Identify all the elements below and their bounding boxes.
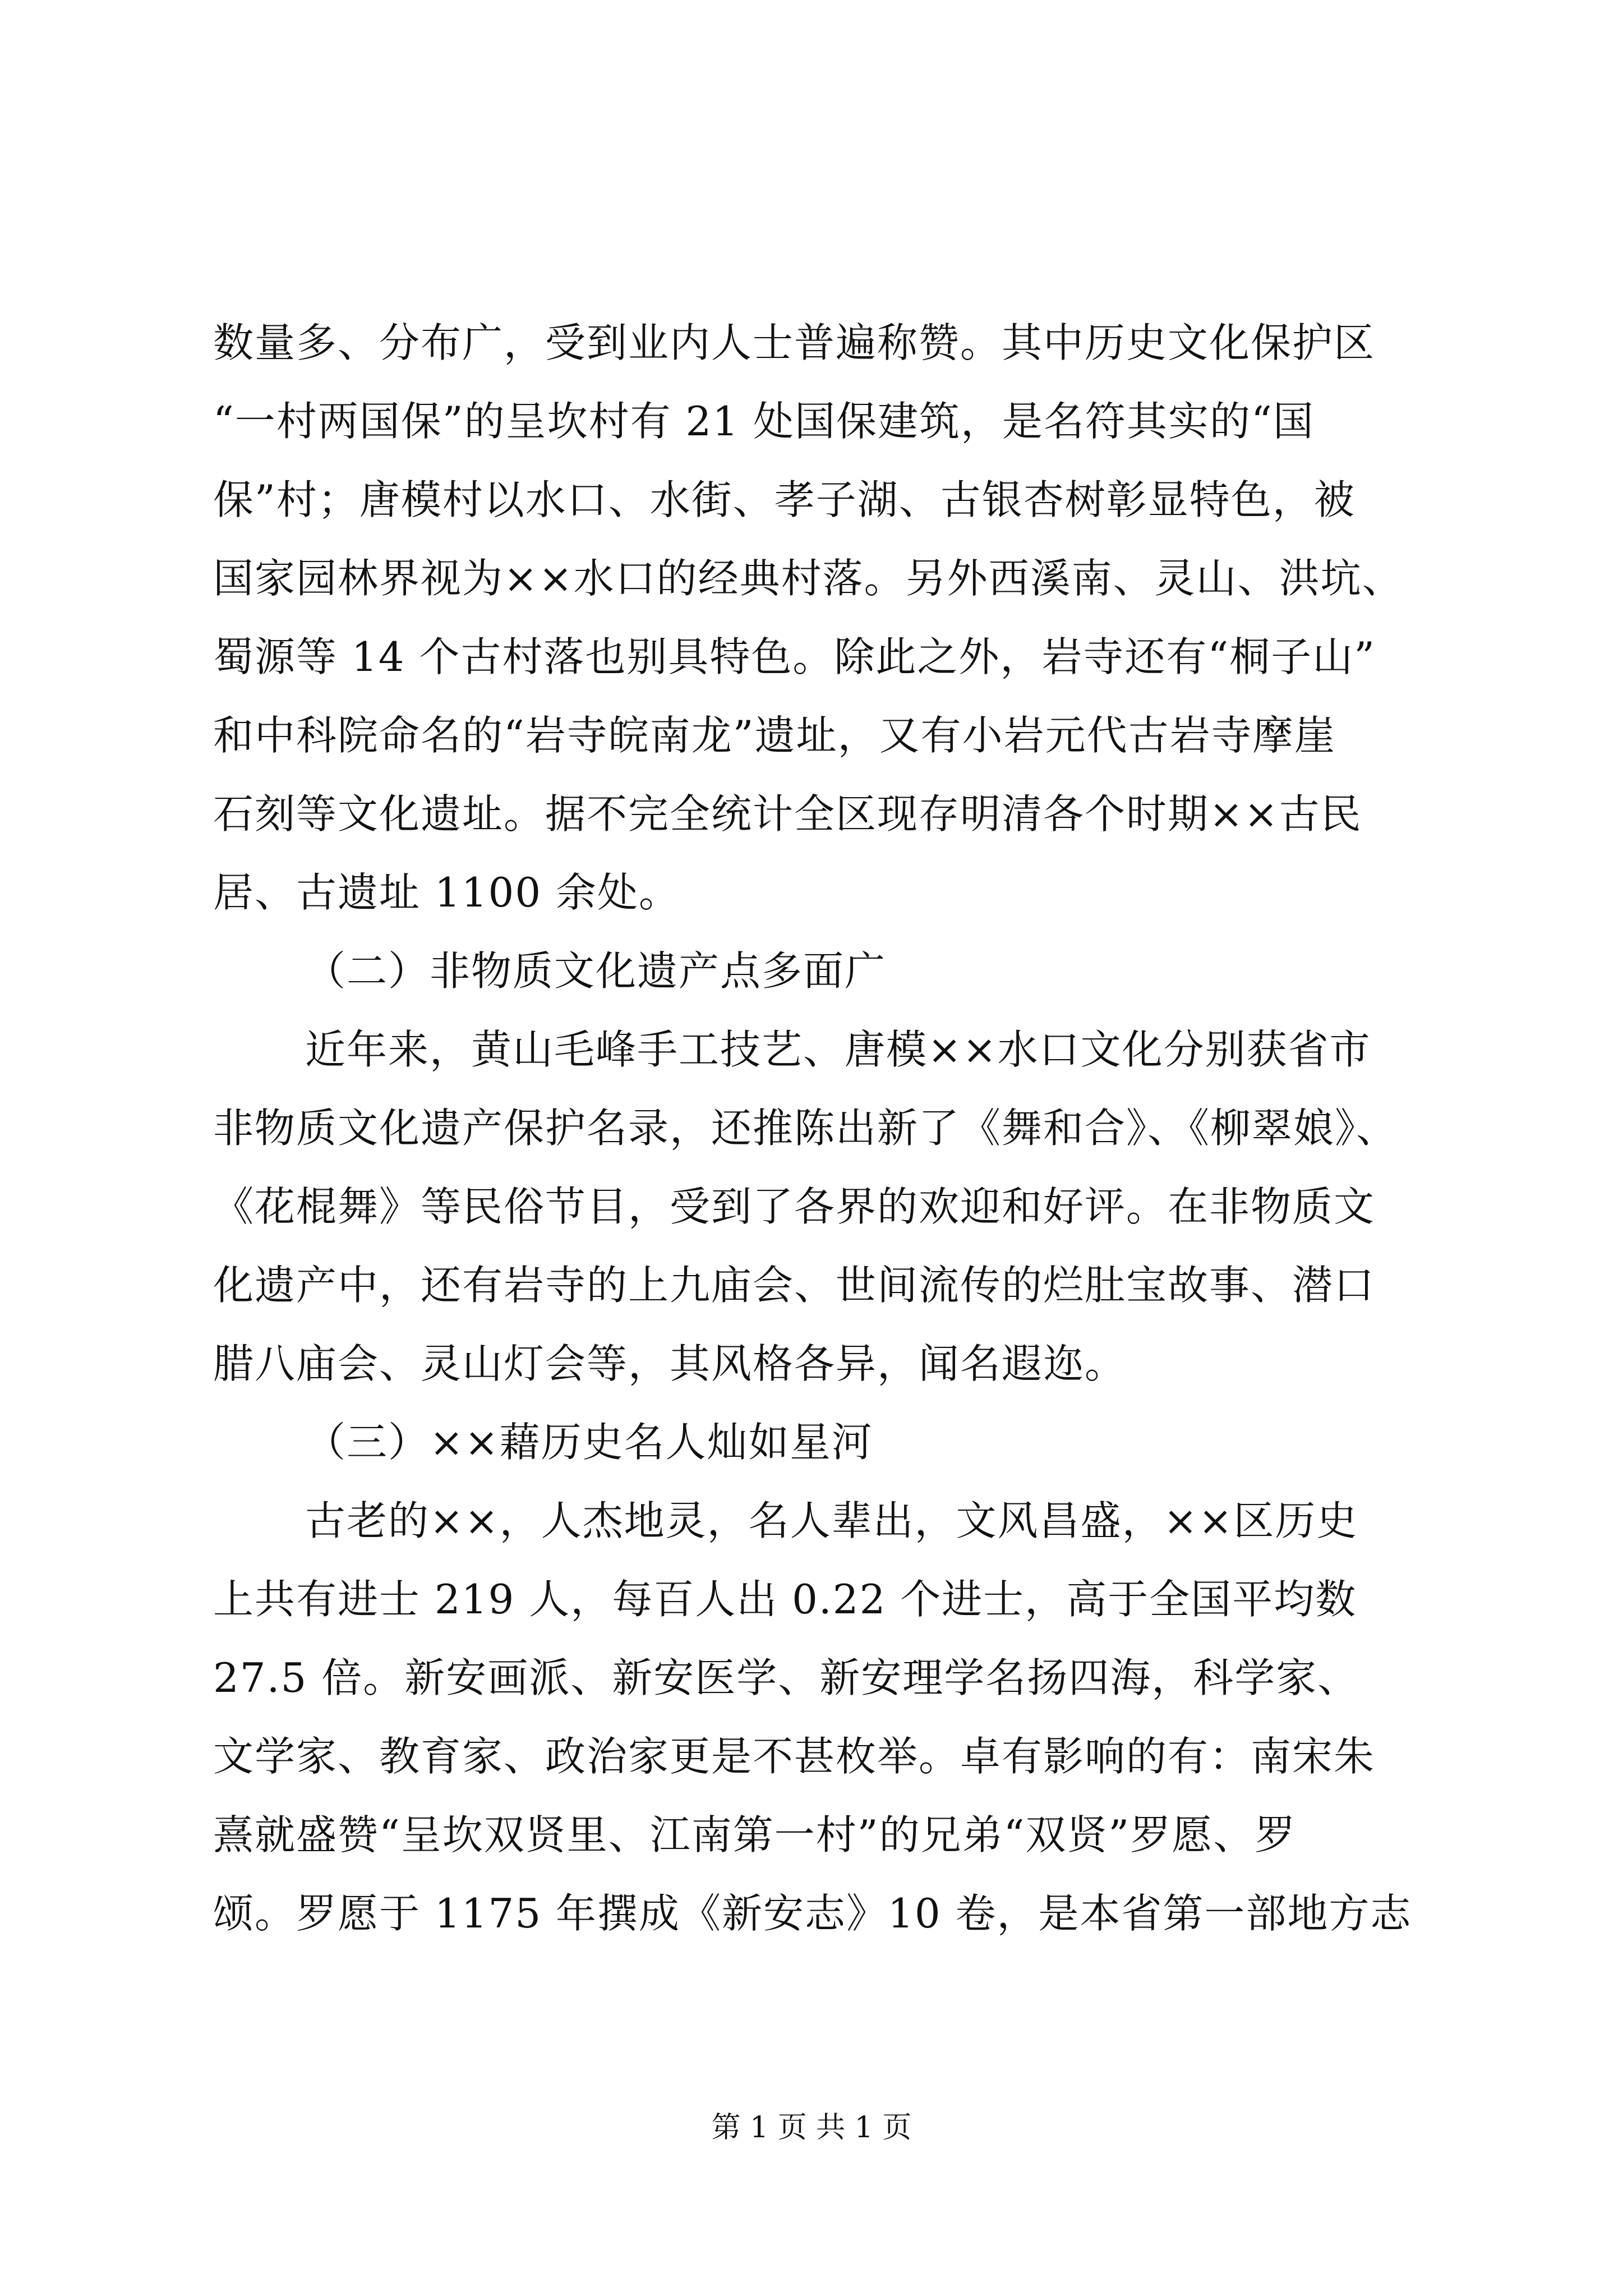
body-text-line: 蜀源等 14 个古村落也别具特色。除此之外，岩寺还有“桐子山” [213,633,1376,680]
body-text-line: 国家园林界视为××水口的经典村落。另外西溪南、灵山、洪坑、 [213,555,1404,602]
body-text-line: 非物质文化遗产保护名录，还推陈出新了《舞和合》、《柳翠娘》、 [213,1105,1398,1152]
body-text-line: 腊八庙会、灵山灯会等，其风格各异，闻名遐迩。 [213,1340,1127,1387]
body-text-line: 颂。罗愿于 1175 年撰成《新安志》10 卷，是本省第一部地方志 [213,1890,1412,1937]
body-text-line: 和中科院命名的“岩寺皖南龙”遗址，又有小岩元代古岩寺摩崖 [213,712,1336,759]
body-text-line: 上共有进士 219 人，每百人出 0.22 个进士，高于全国平均数 [213,1576,1357,1623]
body-text-line: 熹就盛赞“呈坎双贤里、江南第一村”的兄弟“双贤”罗愿、罗 [213,1811,1297,1858]
body-text-line: 保”村；唐模村以水口、水街、孝子湖、古银杏树彰显特色，被 [213,476,1355,523]
body-text-line: 数量多、分布广，受到业内人士普遍称赞。其中历史文化保护区 [213,319,1376,366]
body-text-line: 《花棍舞》等民俗节目，受到了各界的欢迎和好评。在非物质文 [213,1183,1376,1230]
body-text-line: 近年来，黄山毛峰手工技艺、唐模××水口文化分别获省市 [305,1026,1371,1073]
body-text-line: 27.5 倍。新安画派、新安医学、新安理学名扬四海，科学家、 [213,1654,1359,1701]
section-heading: （二）非物质文化遗产点多面广 [305,947,887,995]
page-footer: 第 1 页 共 1 页 [711,2111,912,2145]
body-text-line: 古老的××，人杰地灵，名人辈出，文风昌盛，××区历史 [305,1497,1358,1544]
body-text-line: 石刻等文化遗址。据不完全统计全区现存明清各个时期××古民 [213,790,1362,838]
body-text-line: “一村两国保”的呈坎村有 21 处国保建筑，是名符其实的“国 [213,398,1315,445]
body-text-line: 化遗产中，还有岩寺的上九庙会、世间流传的烂肚宝故事、潜口 [213,1262,1376,1309]
body-text-line: 居、古遗址 1100 余处。 [213,869,681,916]
section-heading: （三）××藉历史名人灿如星河 [305,1419,873,1466]
body-text-line: 文学家、教育家、政治家更是不甚枚举。卓有影响的有：南宋朱 [213,1733,1376,1780]
